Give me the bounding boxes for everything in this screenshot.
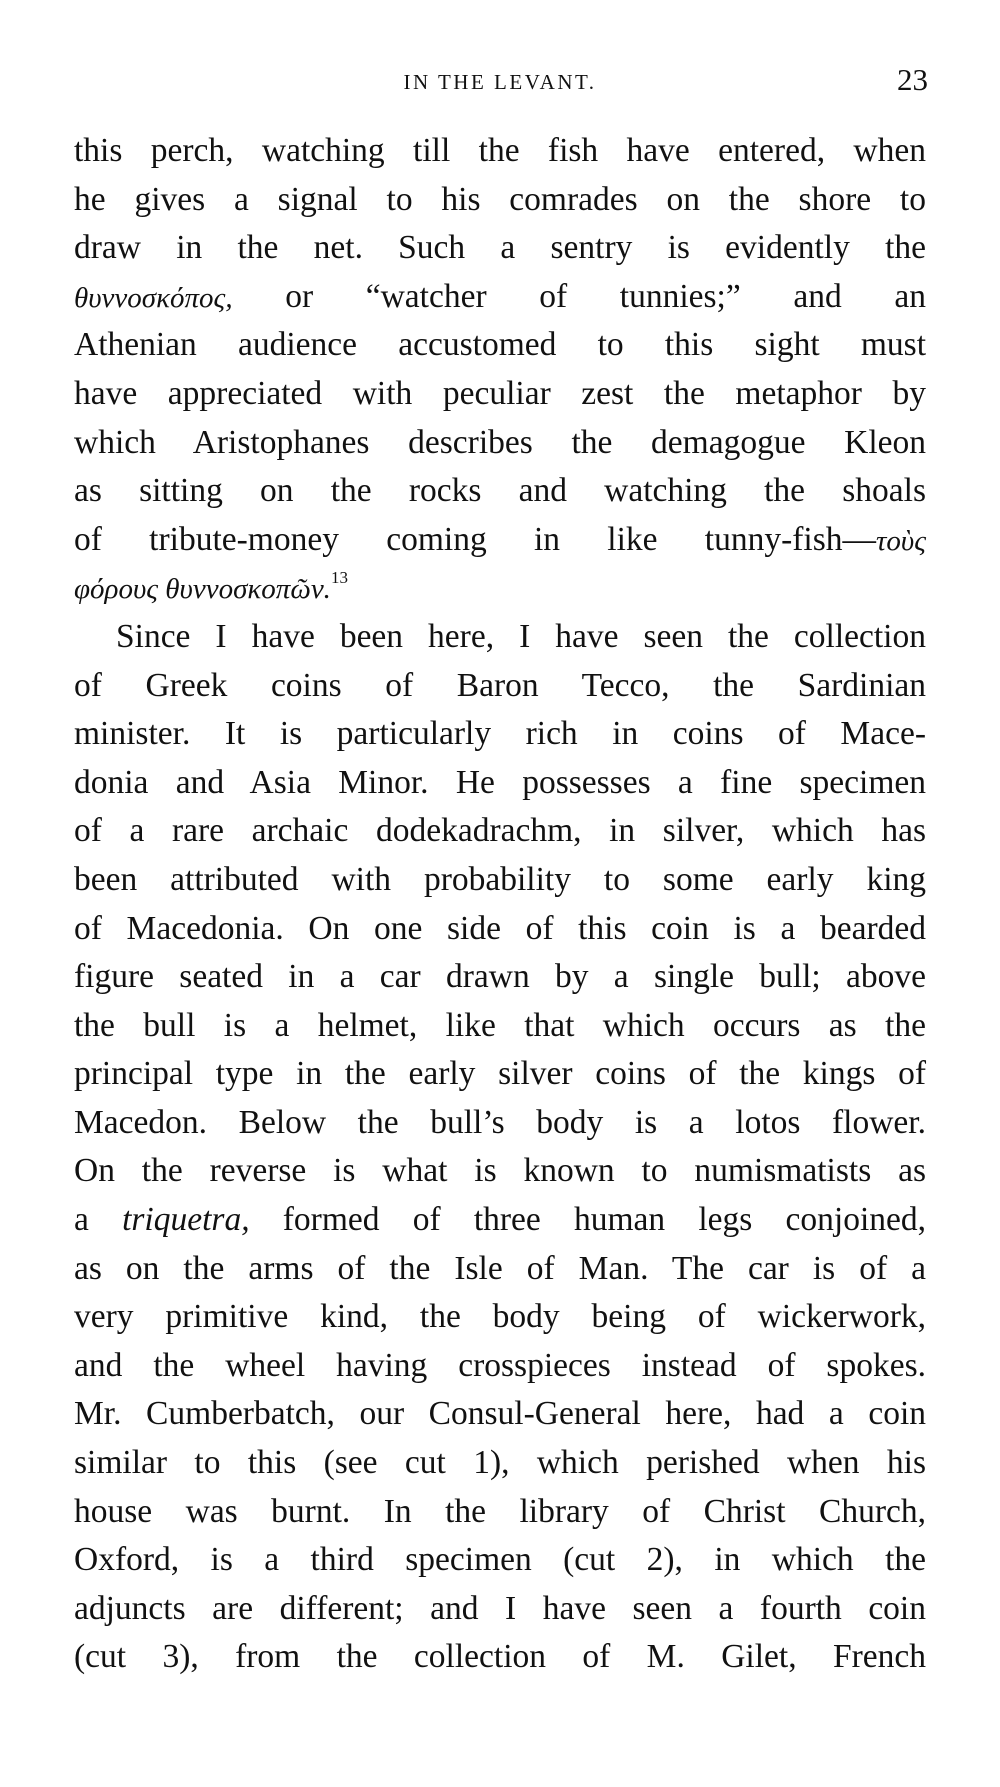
text-line: [74, 564, 926, 613]
paragraph: [74, 127, 926, 613]
text-line: Oxford, is a third specimen (cut 2), in which the: [74, 1541, 926, 1579]
text-line: Mr. Cumberbatch, our Consul-General here, had a coin: [74, 1395, 926, 1433]
text-line: draw in the net. Such a sentry is evidently the: [74, 229, 926, 267]
running-head: [72, 62, 928, 102]
greek-word: θυννοσκόπος,: [74, 281, 233, 314]
text-line: house was burnt. In the library of Christ Church,: [74, 1492, 926, 1530]
text-line: [74, 1196, 926, 1245]
text-fragment: of tribute-money coming in like tunny-fish—: [74, 520, 877, 558]
text-line: Athenian audience accustomed to this sight must: [74, 326, 926, 364]
text-line: as sitting on the rocks and watching the shoals: [74, 472, 926, 510]
text-fragment: or “watcher of tunnies;” and an: [232, 277, 926, 315]
text-line: as on the arms of the Isle of Man. The car is of a: [74, 1249, 926, 1287]
running-title: IN THE LEVANT.: [403, 70, 597, 94]
text-line: figure seated in a car drawn by a single bull; above: [74, 958, 926, 996]
text-line: the bull is a helmet, like that which occurs as the: [74, 1006, 926, 1044]
text-line: Since I have been here, I have seen the collection: [116, 617, 926, 655]
text-line: this perch, watching till the fish have entered, when: [74, 132, 926, 169]
text-line: have appreciated with peculiar zest the metaphor by: [74, 374, 926, 412]
text-line: minister. It is particularly rich in coins of Mace-: [74, 715, 926, 753]
italic-term: triquetra,: [122, 1201, 250, 1239]
footnote-reference: 13: [330, 568, 348, 588]
text-line: adjuncts are different; and I have seen a fourth coin: [74, 1589, 926, 1627]
text-line: principal type in the early silver coins of the kings of: [74, 1055, 926, 1093]
text-line: and the wheel having crosspieces instead of spokes.: [74, 1346, 926, 1384]
text-line: of Macedonia. On one side of this coin is a bearded: [74, 909, 926, 947]
text-fragment: formed of three human legs conjoined,: [249, 1201, 926, 1239]
page-number: 23: [897, 62, 928, 97]
text-line: of a rare archaic dodekadrachm, in silver, which has: [74, 812, 926, 850]
text-line: Macedon. Below the bull’s body is a lotos flower.: [74, 1103, 926, 1141]
text-line: donia and Asia Minor. He possesses a fine specimen: [74, 763, 926, 801]
text-line: of Greek coins of Baron Tecco, the Sardinian: [74, 666, 926, 704]
body-text: [74, 127, 926, 1682]
text-line: very primitive kind, the body being of wickerwork,: [74, 1298, 926, 1336]
greek-word: τοὺς: [876, 524, 926, 557]
text-line: (cut 3), from the collection of M. Gilet, French: [74, 1638, 926, 1676]
paragraph: [74, 613, 926, 1682]
text-line: On the reverse is what is known to numismatists as: [74, 1152, 926, 1190]
text-fragment: a: [74, 1201, 123, 1239]
text-line: which Aristophanes describes the demagogue Kleon: [74, 423, 926, 461]
text-line: [74, 516, 926, 565]
text-line: [74, 273, 926, 322]
text-line: he gives a signal to his comrades on the shore to: [74, 180, 926, 218]
greek-phrase: φόρους θυννοσκοπῶν.: [74, 573, 331, 606]
text-line: been attributed with probability to some early king: [74, 860, 926, 898]
text-line: similar to this (see cut 1), which perished when his: [74, 1444, 926, 1482]
